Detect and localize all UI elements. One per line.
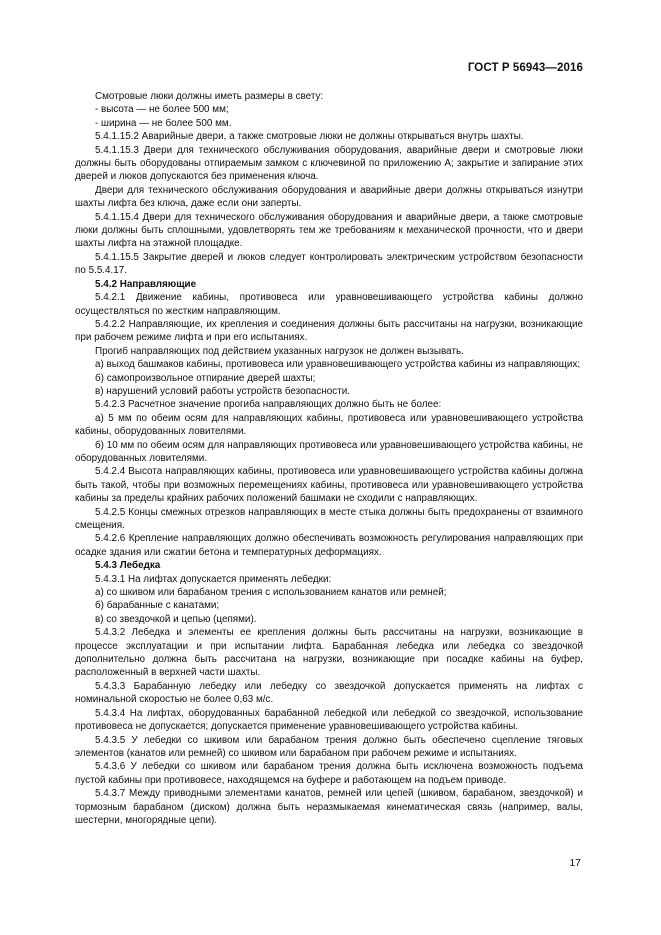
paragraph: 5.4.2.3 Расчетное значение прогиба направляющих должно быть не более: [95,399,442,411]
page-number: 17 [569,857,581,869]
paragraph: 5.4.3.5 У лебедки со шкивом или барабаном трения должно быть обеспечено сцепление тяговых элементов (канатов или ремней) со шкивом или барабаном при рабочем режиме и испытаниях. [75,734,583,759]
paragraph: 5.4.3.6 У лебедки со шкивом или барабаном трения должна быть исключена возможность подъема пустой кабины при противовесе, находящемся на буфере и работающем на подъем приводе. [75,761,583,786]
paragraph: 5.4.2.4 Высота направляющих кабины, противовеса или уравновешивающего устройства кабины должна быть такой, чтобы при возможных перемещениях кабины, противовеса или уравновешивающего устройства кабины за пределы крайних рабочих положений башмаки не сходили с направляющих. [75,466,583,505]
paragraph: 5.4.1.15.3 Двери для технического обслуживания оборудования, аварийные двери и смотровые люки должны быть оборудованы отпираемым замком с ключевиной по приложению А; закрытие и запирание этих дверей и люков допускаются без применения ключа. [75,144,583,183]
paragraph: 5.4.2.5 Концы смежных отрезков направляющих в месте стыка должны быть предохранены от взаимного смещения. [75,506,583,531]
paragraph: 5.4.3.4 На лифтах, оборудованных барабанной лебедкой или лебедкой со звездочкой, использование противовеса не допускается; допускается применение уравновешивающего устройства кабины. [75,707,583,733]
standard-number-header: ГОСТ Р 56943—2016 [467,62,583,74]
section-heading: 5.4.3 Лебедка [95,560,161,572]
paragraph: Смотровые люки должны иметь размеры в свету: [95,91,324,102]
paragraph: 5.4.2.1 Движение кабины, противовеса или уравновешивающего устройства кабины должно осуществляться по жестким направляющим. [75,292,583,317]
paragraph: 5.4.1.15.2 Аварийные двери, а также смотровые люки не должны открываться внутрь шахты. [95,131,524,143]
paragraph: б) барабанные с канатами; [95,600,220,612]
paragraph: 5.4.2.2 Направляющие, их крепления и соединения должны быть рассчитаны на нагрузки, возникающие при рабочем режиме лифта и при его испытаниях. [75,318,583,344]
paragraph: а) 5 мм по обеим осям для направляющих кабины, противовеса или уравновешивающего устройства кабины, оборудованных ловителями. [75,412,583,438]
paragraph: 5.4.1.15.5 Закрытие дверей и люков следует контролировать электрическим устройством безопасности по 5.5.4.17. [75,251,583,277]
paragraph: а) со шкивом или барабаном трения с использованием канатов или ремней; [95,587,447,599]
paragraph: а) выход башмаков кабины, противовеса или уравновешивающего устройства кабины из направляющих; [95,359,581,371]
paragraph: 5.4.1.15.4 Двери для технического обслуживания оборудования и аварийные двери, а также смотровые люки должны быть сплошными, удовлетворять тем же требованиям к механической прочности, что и двери шахты лифта на этажной площадке. [75,211,583,250]
paragraph: 5.4.2.6 Крепление направляющих должно обеспечивать возможность регулирования направляющих при осадке здания или сжатии бетона и температурных деформациях. [75,533,583,558]
paragraph: Двери для технического обслуживания оборудования и аварийные двери должны открываться изнутри шахты лифта без ключа, даже если они заперты. [75,184,583,210]
section-heading: 5.4.2 Направляющие [95,278,197,290]
paragraph: - высота — не более 500 мм; [95,104,229,116]
document-body [75,90,583,827]
paragraph: б) 10 мм по обеим осям для направляющих противовеса или уравновешивающего устройства кабины, не оборудованных ловителями. [75,439,583,464]
paragraph: Прогиб направляющих под действием указанных нагрузок не должен вызывать. [95,345,464,357]
paragraph: 5.4.3.3 Барабанную лебедку или лебедку со звездочкой допускается применять на лифтах с номинальной скоростью не более 0,63 м/с. [75,680,583,706]
paragraph: - ширина — не более 500 мм. [95,117,232,129]
paragraph: в) со звездочкой и цепью (цепями). [95,613,257,625]
paragraph: 5.4.3.2 Лебедка и элементы ее крепления должны быть рассчитаны на нагрузки, возникающие в процессе эксплуатации и при испытании лифта. Барабанная лебедка или лебедка со звездочкой дополнительно должна быть рассчитана на нагрузки, возникающие при посадке кабины на буфер, расположенный в верхней части шахты. [75,627,583,679]
paragraph: 5.4.3.1 На лифтах допускается применять лебедки: [95,573,332,585]
paragraph: б) самопроизвольное отпирание дверей шахты; [95,372,316,384]
paragraph: в) нарушений условий работы устройств безопасности. [95,385,351,397]
paragraph: 5.4.3.7 Между приводными элементами канатов, ремней или цепей (шкивом, барабаном, звездочкой) и тормозным барабаном (диском) должна быть неразмыкаемая кинематическая связь (например, валы, шестерни, многорядные цепи). [75,788,583,826]
